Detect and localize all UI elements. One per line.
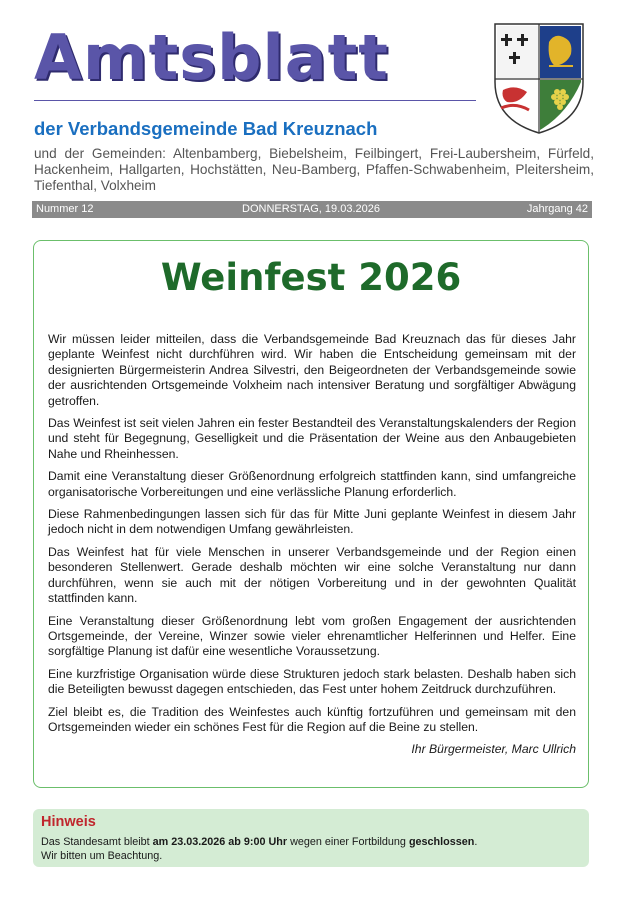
masthead-divider <box>34 100 476 101</box>
notice-line-2: Wir bitten um Beachtung. <box>41 850 163 862</box>
notice-date-time: am 23.03.2026 ab 9:00 Uhr <box>152 836 288 848</box>
article-signature: Ihr Bürgermeister, Marc Ullrich <box>411 742 576 757</box>
notice-closed-label: geschlossen <box>408 836 475 848</box>
article-paragraph: Damit eine Veranstaltung dieser Größenordnung erfolgreich stattfinden kann, sind umfangreiche organisatorische Vorbereitungen und eine verlässliche Planung erforderlich. <box>48 469 576 499</box>
notice-box <box>33 809 589 867</box>
issue-number: Nummer 12 <box>36 203 94 215</box>
article-box <box>33 240 589 788</box>
notice-title: Hinweis <box>41 814 96 830</box>
article-body <box>48 332 576 765</box>
issue-info-bar <box>32 201 592 218</box>
notice-text-part: . <box>474 836 478 848</box>
member-communities: und der Gemeinden: Altenbamberg, Biebelsheim, Feilbingert, Frei-Laubersheim, Fürfeld, Hackenheim, Hallgarten, Hochstätten, Neu-Bamberg, Pfaffen-Schwabenheim, Pleitersheim, Tiefenthal, Volxheim <box>34 146 594 193</box>
article-paragraph: Das Weinfest hat für viele Menschen in unserer Verbandsgemeinde und der Region einen besonderen Stellenwert. Gerade deshalb möchten wir eine solche Veranstaltung nur dann durchführen, wenn sie auch mit der nötigen Vorbereitung und in der gewohnten Qualität stattfinden kann. <box>48 544 576 606</box>
issue-date: DONNERSTAG, 19.03.2026 <box>242 203 380 215</box>
issue-volume: Jahrgang 42 <box>526 203 588 215</box>
masthead-title: Amtsblatt <box>34 21 389 94</box>
article-paragraph: Wir müssen leider mitteilen, dass die Verbandsgemeinde Bad Kreuznach das für dieses Jahr geplante Weinfest nicht durchführen wird. Wir haben die Entscheidung gemeinsam mit der designierten Bürgermeisterin Andrea Silvestri, den Beigeordneten der Verbandsgemeinde sowie der ausrichtenden Ortsgemeinde Volxheim nach intensiver Beratung und sorgfältiger Abwägung getroffen. <box>48 332 576 408</box>
article-paragraph: Diese Rahmenbedingungen lassen sich für das für Mitte Juni geplante Weinfest in diesem Jahr jedoch nicht in dem notwendigen Umfang gewährleisten. <box>48 507 576 537</box>
coat-of-arms-icon <box>491 20 587 136</box>
masthead-subtitle: der Verbandsgemeinde Bad Kreuznach <box>34 118 378 139</box>
article-paragraph: Das Weinfest ist seit vielen Jahren ein fester Bestandteil des Veranstaltungskalenders der Region und steht für Begegnung, Geselligkeit und die Präsentation der Weine aus den Anbaugebieten Nahe und Rheinhessen. <box>48 416 576 461</box>
article-paragraph: Eine Veranstaltung dieser Größenordnung lebt vom großen Engagement der ausrichtenden Ortsgemeinde, der Vereine, Winzer sowie vieler ehrenamtlicher Helferinnen und Helfer. Eine sorgfältige Planung ist dafür eine wesentliche Voraussetzung. <box>48 613 576 659</box>
notice-text <box>41 835 581 863</box>
notice-text-part: wegen einer Fortbildung <box>287 836 409 848</box>
article-headline: Weinfest 2026 <box>160 256 462 299</box>
notice-text-part: Das Standesamt bleibt <box>41 836 153 848</box>
article-paragraph: Eine kurzfristige Organisation würde diese Strukturen jedoch stark belasten. Deshalb haben sich die Beteiligten bewusst dagegen entschieden, das Fest unter hohem Zeitdruck durchzuführen. <box>48 666 576 697</box>
article-paragraph: Ziel bleibt es, die Tradition des Weinfestes auch künftig fortzuführen und gemeinsam mit den Ortsgemeinden wieder ein schönes Fest für die Region auf die Beine zu stellen. <box>48 704 576 734</box>
